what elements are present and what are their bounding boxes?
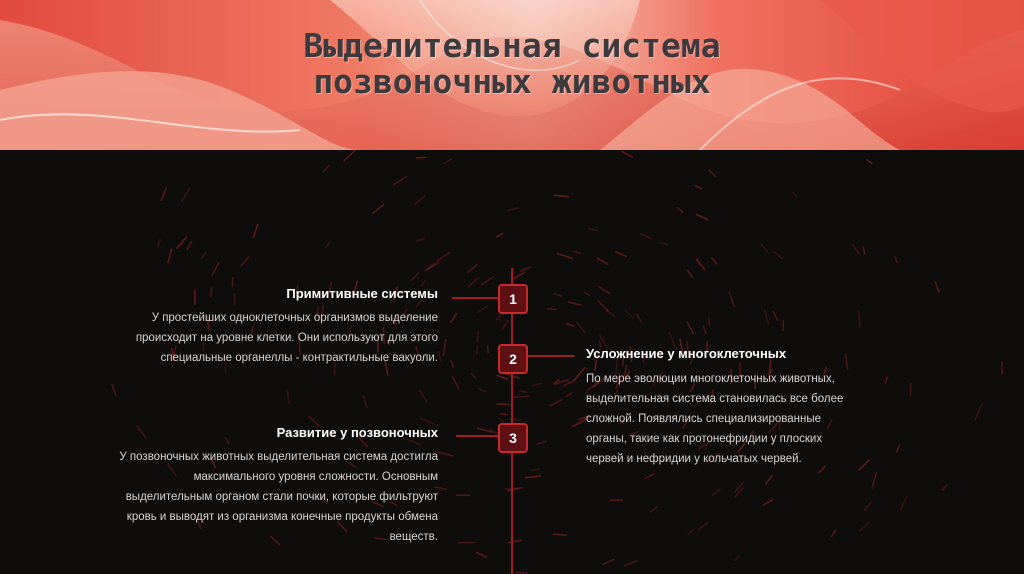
step-text-2-line: сложной. Появлялись специализированные (586, 413, 821, 425)
step-text-2-line: выделительная система становилась все более (586, 393, 844, 405)
step-text-3-line: У позвоночных животных выделительная система достигла (119, 451, 438, 463)
timeline-connector-2 (526, 355, 574, 357)
title-line-1: Выделительная система (303, 26, 721, 65)
step-text-3-line: кровь и выводят из организма конечные продукты обмена (126, 511, 438, 523)
title-line-2: позвоночных животных (313, 62, 711, 101)
step-badge-2: 2 (498, 344, 528, 374)
step-text-2-line: По мере эволюции многоклеточных животных, (586, 373, 835, 385)
step-text-2-line: органы, такие как протонефридии у плоских (586, 433, 823, 445)
step-text-2 (586, 369, 906, 469)
step-title-2: Усложнение у многоклеточных (586, 346, 787, 361)
step-title-3: Развитие у позвоночных (276, 425, 438, 440)
step-text-1-line: У простейших одноклеточных организмов выделение (151, 312, 438, 324)
step-text-3-line: выделительным органом стали почки, которые фильтруют (125, 491, 438, 503)
step-text-3-line: максимального уровня сложности. Основным (193, 471, 438, 483)
step-text-1-line: специальные органеллы - контрактильные вакуоли. (160, 352, 438, 364)
step-text-1-line: происходит на уровне клетки. Они используют для этого (135, 332, 438, 344)
step-text-3-line: веществ. (389, 531, 438, 543)
step-text-3 (80, 447, 438, 547)
timeline-connector-3 (456, 435, 500, 437)
step-text-2-line: червей и нефридии у кольчатых червей. (586, 453, 802, 465)
step-badge-1: 1 (498, 284, 528, 314)
timeline-connector-1 (452, 297, 500, 299)
page-title (0, 28, 1024, 100)
step-badge-3: 3 (498, 423, 528, 453)
step-title-1: Примитивные системы (286, 286, 438, 301)
step-text-1 (100, 308, 438, 368)
header-banner (0, 0, 1024, 150)
